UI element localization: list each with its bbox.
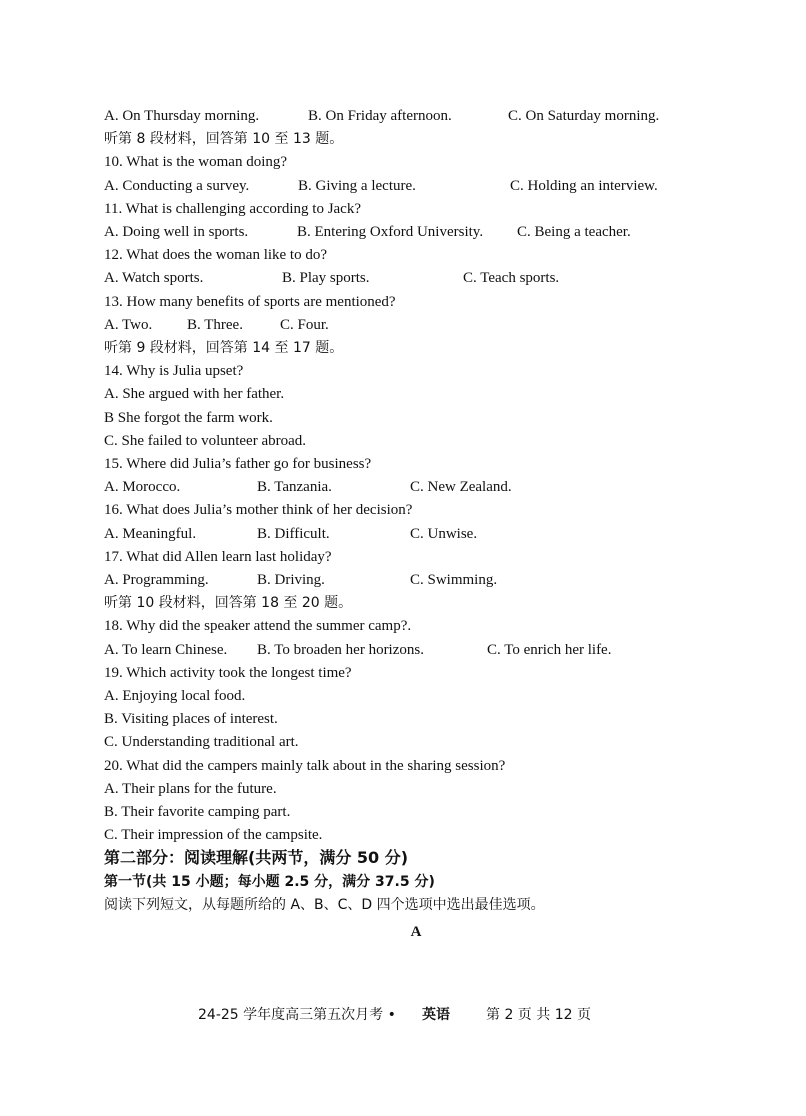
- part-heading: 第二部分：阅读理解(共两节，满分 50 分): [104, 848, 409, 868]
- question-text: B. Visiting places of interest.: [104, 711, 278, 728]
- question-line: [104, 686, 245, 706]
- question-line: [104, 500, 412, 520]
- question-text: B. Their favorite camping part.: [104, 804, 291, 820]
- question-text: A. Enjoying local food.: [104, 688, 246, 704]
- answer-option: C. Being a teacher.: [517, 224, 631, 240]
- answer-option: B. Play sports.: [282, 270, 370, 287]
- question-text: A. Their plans for the future.: [104, 780, 277, 797]
- question-text: 13. How many benefits of sports are mentioned?: [104, 293, 396, 310]
- question-text: 11. What is challenging according to Jack?: [104, 200, 361, 217]
- instruction-line: [104, 593, 352, 613]
- question-text: 16. What does Julia’s mother think of her decision?: [104, 502, 413, 519]
- answer-option: A. Meaningful.: [104, 525, 197, 542]
- answer-option: B. Giving a lecture.: [298, 177, 416, 194]
- answer-option: C. Four.: [280, 316, 329, 333]
- question-line: [104, 454, 371, 474]
- question-line: [104, 408, 273, 428]
- answer-option: C. Swimming.: [410, 572, 498, 588]
- question-line: [104, 663, 352, 683]
- question-text: 20. What did the campers mainly talk about in the sharing session?: [104, 757, 506, 774]
- answer-option: B. Entering Oxford University.: [297, 224, 484, 240]
- question-line: [104, 825, 322, 845]
- answer-option: C. To enrich her life.: [487, 641, 612, 658]
- section-instruction: 阅读下列短文，从每题所给的 A、B、C、D 四个选项中选出最佳选项。: [104, 896, 545, 913]
- footer-page-number: 第 2 页 共 12 页: [486, 1007, 591, 1023]
- question-text: 10. What is the woman doing?: [104, 154, 288, 171]
- answer-option: B. Tanzania.: [257, 479, 332, 496]
- answer-option: A. Two.: [104, 316, 153, 333]
- answer-option: C. Unwise.: [410, 525, 478, 542]
- question-line: [104, 779, 277, 799]
- question-line: [104, 616, 411, 636]
- question-line: [104, 361, 243, 381]
- answer-option: A. Conducting a survey.: [104, 177, 250, 194]
- question-text: 15. Where did Julia’s father go for business?: [104, 456, 372, 472]
- question-text: 12. What does the woman like to do?: [104, 247, 328, 264]
- answer-option: C. Holding an interview.: [510, 177, 658, 194]
- question-line: [104, 547, 332, 567]
- question-text: B She forgot the farm work.: [104, 409, 273, 426]
- question-line: [104, 431, 306, 451]
- question-text: 14. Why is Julia upset?: [104, 363, 244, 380]
- question-text: C. Understanding traditional art.: [104, 734, 299, 751]
- question-line: [104, 152, 287, 172]
- question-text: C. She failed to volunteer abroad.: [104, 432, 307, 449]
- answer-option: C. On Saturday morning.: [508, 108, 660, 124]
- answer-option: A. Doing well in sports.: [104, 224, 249, 240]
- instruction-line: [104, 338, 343, 358]
- answer-option: A. Morocco.: [104, 479, 181, 496]
- footer-subject: 英语: [422, 1007, 450, 1023]
- answer-option: B. Three.: [187, 316, 243, 333]
- passage-label: A: [410, 924, 422, 940]
- question-text: A. She argued with her father.: [104, 386, 285, 403]
- question-text: 17. What did Allen learn last holiday?: [104, 548, 332, 565]
- heading-line: [104, 848, 408, 869]
- answer-option: A. On Thursday morning.: [104, 108, 260, 124]
- answer-option: C. Teach sports.: [463, 270, 560, 287]
- answer-option: A. To learn Chinese.: [104, 641, 228, 658]
- instruction-line: [104, 129, 343, 149]
- question-line: [104, 199, 361, 219]
- question-line: [104, 732, 299, 752]
- footer-exam-title: 24-25 学年度高三第五次月考 •: [198, 1007, 396, 1023]
- question-text: C. Their impression of the campsite.: [104, 827, 323, 844]
- question-line: [104, 709, 278, 729]
- answer-option: B. Driving.: [257, 572, 325, 588]
- question-line: [104, 292, 396, 312]
- section-instruction: 听第 9 段材料，回答第 14 至 17 题。: [104, 340, 344, 356]
- section-heading: 第一节(共 15 小题；每小题 2.5 分，满分 37.5 分): [104, 873, 435, 890]
- question-text: 18. Why did the speaker attend the summer camp?.: [104, 618, 412, 635]
- answer-option: B. Difficult.: [257, 525, 330, 542]
- subheading-line: [104, 872, 435, 892]
- question-line: [104, 756, 505, 776]
- answer-option: B. To broaden her horizons.: [257, 641, 424, 658]
- question-line: [104, 802, 290, 822]
- section-instruction: 听第 8 段材料，回答第 10 至 13 题。: [104, 131, 344, 148]
- question-text: 19. Which activity took the longest time?: [104, 664, 352, 681]
- instruction-line: [104, 895, 545, 915]
- answer-option: C. New Zealand.: [410, 479, 512, 496]
- section-instruction: 听第 10 段材料，回答第 18 至 20 题。: [104, 595, 353, 612]
- question-line: [104, 384, 284, 404]
- question-line: [104, 245, 327, 265]
- answer-option: A. Watch sports.: [104, 270, 204, 287]
- answer-option: A. Programming.: [104, 572, 209, 588]
- answer-option: B. On Friday afternoon.: [308, 108, 452, 124]
